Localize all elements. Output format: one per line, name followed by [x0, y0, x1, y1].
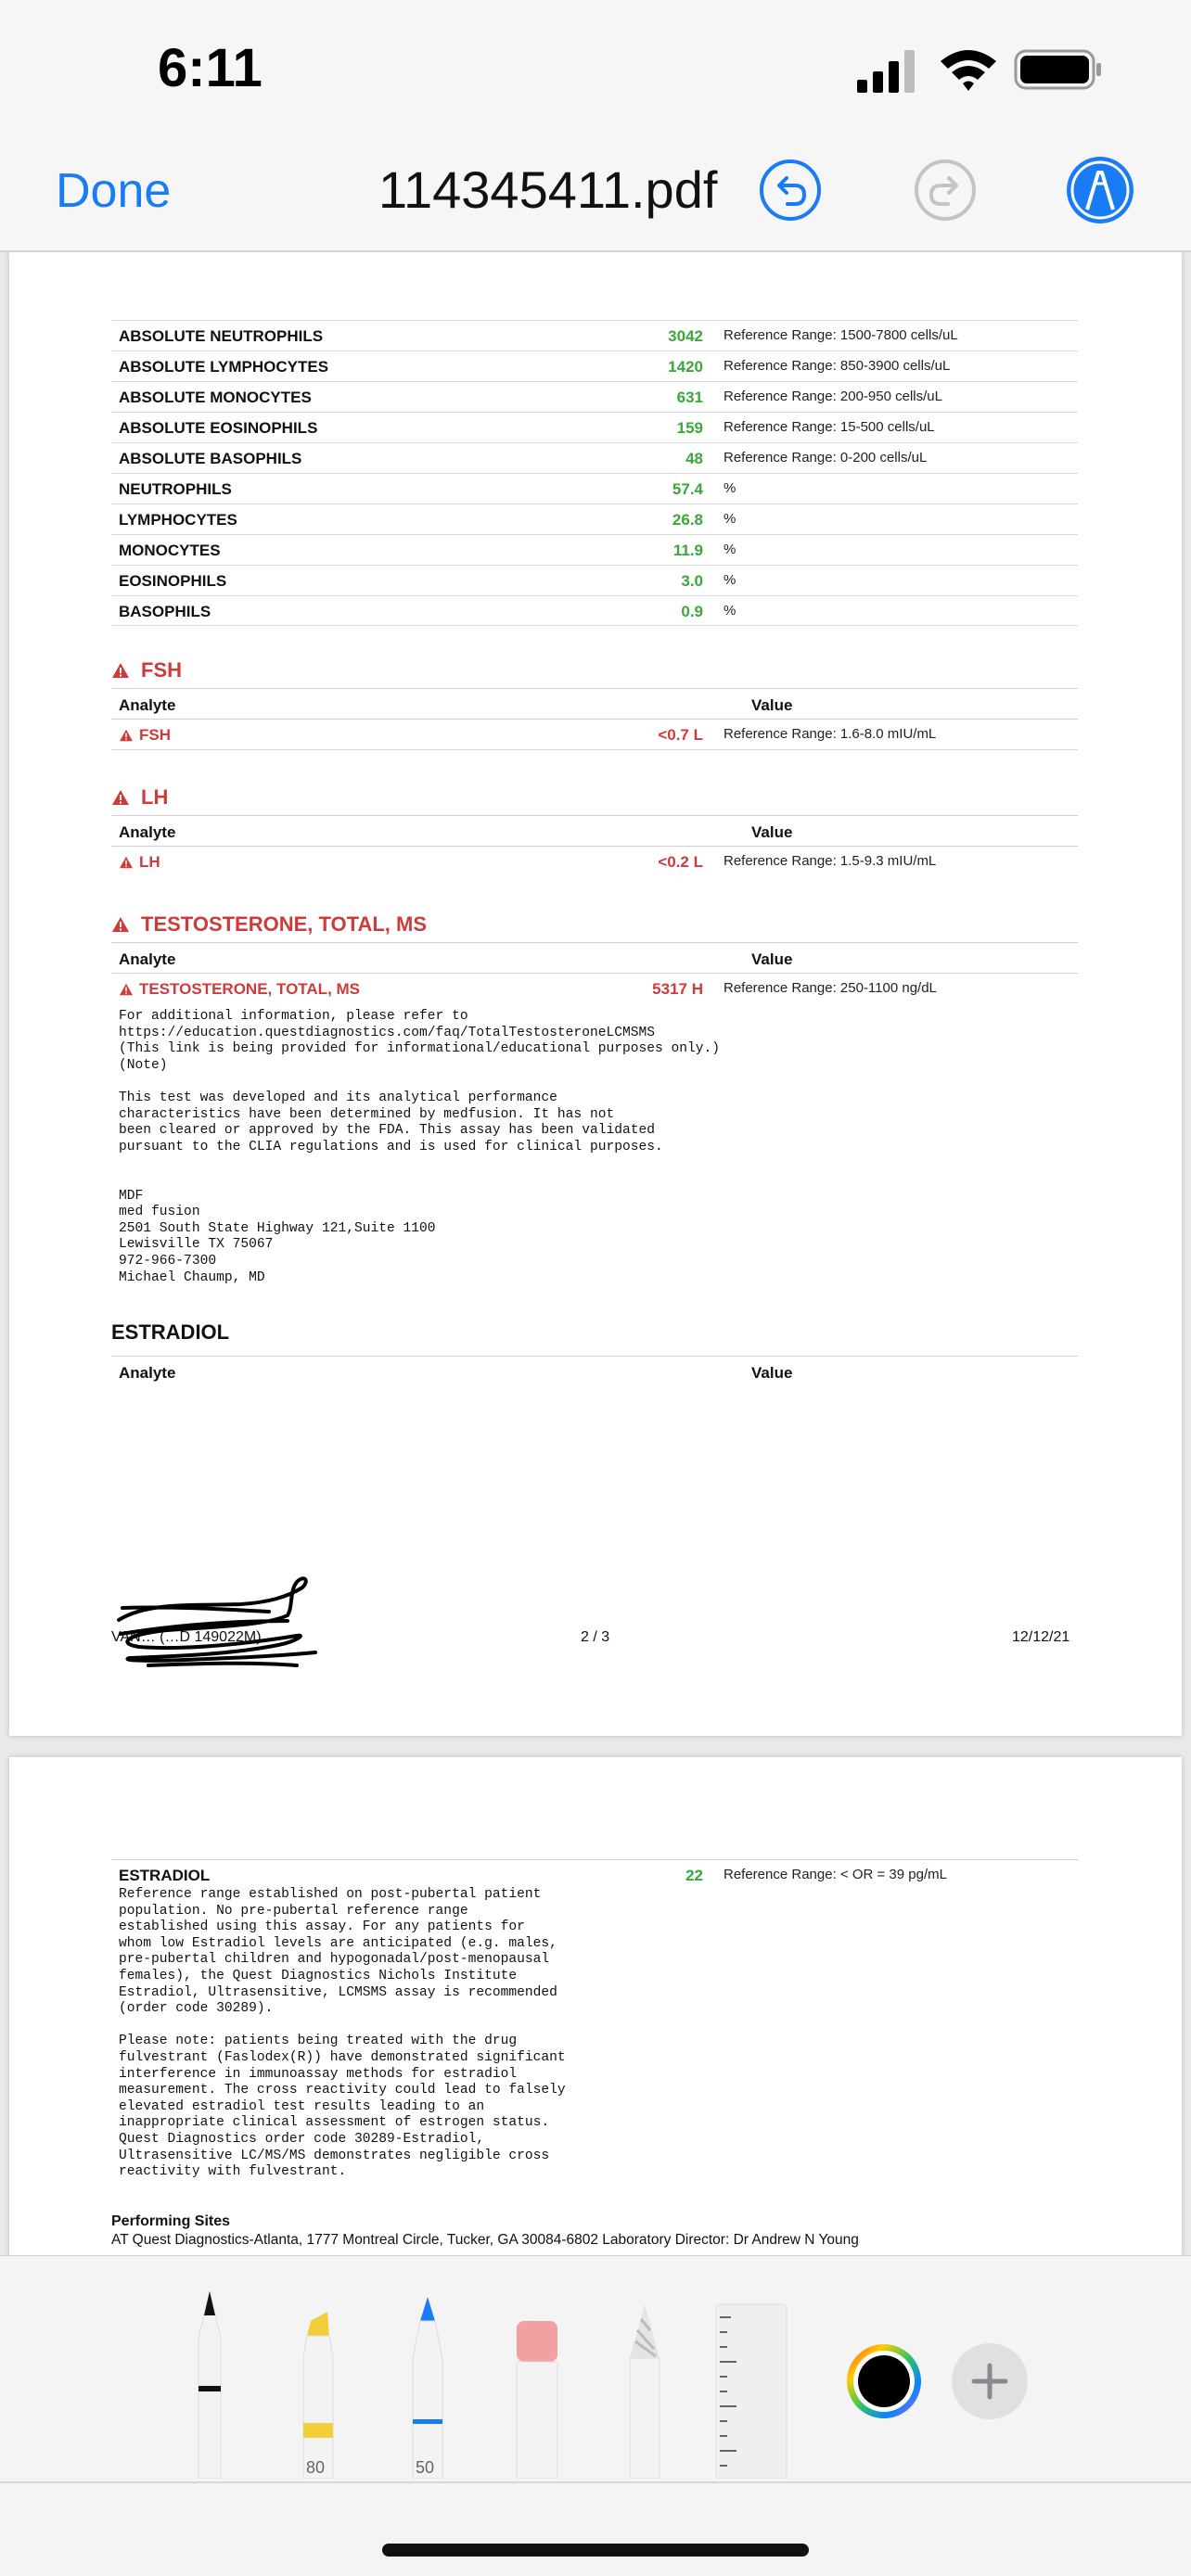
eraser-tool[interactable]: [509, 2284, 565, 2479]
color-picker-icon[interactable]: [844, 2341, 924, 2421]
document-title: 114345411.pdf: [378, 160, 718, 219]
analyte-name: ABSOLUTE EOSINOPHILS: [119, 419, 318, 437]
reference-range: %: [724, 480, 736, 496]
header-value: Value: [751, 696, 793, 714]
cbc-table: [111, 320, 1078, 635]
analyte-name: [119, 853, 160, 872]
analyte-name: ABSOLUTE MONOCYTES: [119, 389, 312, 406]
analyte-name: ABSOLUTE LYMPHOCYTES: [119, 358, 329, 376]
warning-icon: [111, 662, 130, 679]
pdf-page-2: [9, 252, 1182, 1736]
analyte-name: MONOCYTES: [119, 542, 221, 559]
analyte-value: 1420: [668, 358, 703, 376]
analyte-name: ABSOLUTE NEUTROPHILS: [119, 327, 324, 345]
analyte-value: 11.9: [672, 542, 703, 559]
table-row: [111, 351, 1078, 381]
section-title-testosterone: [111, 912, 427, 937]
markup-icon[interactable]: [1066, 156, 1134, 224]
table-header: [111, 1356, 1078, 1387]
section-title-text: LH: [141, 785, 169, 809]
reference-range: %: [724, 603, 736, 618]
header-analyte: Analyte: [119, 950, 176, 968]
footer-patient: VAN… (…D 149022M): [111, 1629, 262, 1645]
reference-range: Reference Range: 15-500 cells/uL: [724, 419, 935, 435]
table-row: [111, 320, 1078, 351]
table-row: [111, 381, 1078, 412]
table-row: [111, 1859, 1078, 1890]
pdf-page-3: [9, 1757, 1182, 2258]
section-title-fsh: [111, 658, 182, 682]
section-title-text: TESTOSTERONE, TOTAL, MS: [141, 912, 428, 936]
analyte-value: 5317 H: [652, 980, 703, 998]
reference-range: %: [724, 572, 736, 588]
footer-date: 12/12/21: [1012, 1629, 1070, 1645]
undo-icon[interactable]: [758, 158, 823, 223]
analyte-value: 48: [685, 450, 703, 467]
header-value: Value: [751, 1364, 793, 1382]
analyte-value: 3.0: [681, 572, 703, 590]
pencil-blue-tool[interactable]: [400, 2284, 455, 2479]
header-analyte: Analyte: [119, 1364, 176, 1382]
analyte-name: NEUTROPHILS: [119, 480, 232, 498]
status-time: 6:11: [158, 38, 263, 98]
analyte-value: 0.9: [681, 603, 703, 620]
analyte-name: [119, 726, 171, 745]
table-row: [111, 442, 1078, 473]
table-row: [111, 974, 1078, 1004]
footer-page-number: 2 / 3: [581, 1629, 610, 1645]
analyte-name-text: FSH: [139, 726, 171, 744]
table-row: [111, 473, 1078, 504]
warning-icon: [119, 983, 134, 996]
analyte-name-text: LH: [139, 853, 160, 871]
header-analyte: Analyte: [119, 823, 176, 841]
add-icon[interactable]: [950, 2341, 1030, 2421]
markup-toolbar: [0, 2255, 1191, 2576]
table-header: [111, 688, 1078, 720]
highlighter-width: 80: [306, 2458, 326, 2477]
reference-range: %: [724, 511, 736, 527]
redo-icon[interactable]: [913, 158, 978, 223]
reference-range: Reference Range: < OR = 39 pg/mL: [724, 1867, 947, 1882]
header-value: Value: [751, 950, 793, 968]
home-indicator[interactable]: [382, 2544, 809, 2557]
analyte-name: LYMPHOCYTES: [119, 511, 237, 529]
estradiol-note: Reference range established on post-pubertal patient population. No pre-pubertal reference range established using this assay. For any patients for whom low Estradiol levels are anticipated (e.g. males, pre-pubertal children and hypogonadal/post-menopausal females), the Quest Diagnostics Nichols Institute Estradiol, Ultrasensitive, LCMSMS assay is recommended (order code 30289). Please note: patients being treated with the drug fulvestrant (Faslodex(R)) have demonstrated significant interference in immunoassay methods for estradiol measurement. The cross reactivity could lead to falsely elevated estradiol test results leading to an inappropriate clinical assessment of estrogen status. Quest Diagnostics order code 30289-Estradiol, Ultrasensitive LC/MS/MS demonstrates negligible cross reactivity with fulvestrant.: [119, 1887, 566, 2180]
reference-range: Reference Range: 850-3900 cells/uL: [724, 358, 951, 374]
performing-sites-line: AT Quest Diagnostics-Atlanta, 1777 Montreal Circle, Tucker, GA 30084-6802 Laboratory Director: Dr Andrew N Young: [111, 2232, 859, 2248]
analyte-name: ABSOLUTE BASOPHILS: [119, 450, 302, 467]
performing-sites-title: Performing Sites: [111, 2213, 231, 2229]
warning-icon: [111, 789, 130, 806]
analyte-name-text: TESTOSTERONE, TOTAL, MS: [139, 980, 361, 998]
battery-icon: [1014, 48, 1103, 91]
reference-range: Reference Range: 1.5-9.3 mIU/mL: [724, 853, 937, 869]
pen-width: 50: [416, 2458, 435, 2477]
warning-icon: [111, 916, 130, 933]
table-header: [111, 815, 1078, 847]
lasso-tool[interactable]: [617, 2284, 672, 2479]
table-row: [111, 847, 1078, 877]
table-row: [111, 412, 1078, 442]
reference-range: %: [724, 542, 736, 557]
warning-icon: [119, 856, 134, 869]
warning-icon: [119, 729, 134, 742]
wifi-icon: [937, 45, 1000, 93]
done-button[interactable]: Done: [56, 164, 172, 218]
top-bar: [0, 0, 1191, 252]
analyte-value: 57.4: [672, 480, 703, 498]
reference-range: Reference Range: 0-200 cells/uL: [724, 450, 928, 465]
testosterone-note: For additional information, please refer to https://education.questdiagnostics.com/faq/TotalTestosteroneLCMSMS (This link is being provided for informational/educational purposes only.) (Note) This test was developed and its analytical performance characteristics have been determined by medfusion. It has not been cleared or approved by the FDA. This assay has been validated pursuant to the CLIA regulations and is used for clinical purposes. MDF med fusion 2501 South State Highway 121,Suite 1100 Lewisville TX 75067 972-966-7300 Michael Chaump, MD: [119, 1009, 721, 1285]
analyte-value: <0.2 L: [658, 853, 703, 871]
section-title-text: ESTRADIOL: [111, 1320, 230, 1344]
analyte-name: EOSINOPHILS: [119, 572, 227, 590]
header-value: Value: [751, 823, 793, 841]
reference-range: Reference Range: 1500-7800 cells/uL: [724, 327, 958, 343]
table-row: [111, 720, 1078, 750]
analyte-value: 3042: [668, 327, 703, 345]
analyte-name: ESTRADIOL: [119, 1867, 211, 1884]
analyte-value: 631: [676, 389, 703, 406]
table-header: [111, 942, 1078, 974]
table-row: [111, 534, 1078, 565]
redaction-scribble: [111, 1569, 334, 1671]
highlighter-tool[interactable]: [290, 2284, 346, 2479]
reference-range: Reference Range: 1.6-8.0 mIU/mL: [724, 726, 937, 742]
analyte-value: <0.7 L: [658, 726, 703, 744]
table-row: [111, 565, 1078, 595]
analyte-value: 22: [685, 1867, 703, 1884]
analyte-name: BASOPHILS: [119, 603, 211, 620]
analyte-value: 159: [676, 419, 703, 437]
pen-tool[interactable]: [182, 2284, 237, 2479]
header-analyte: Analyte: [119, 696, 176, 714]
analyte-name: [119, 980, 360, 999]
ruler-tool[interactable]: [714, 2284, 788, 2479]
toolbar-divider: [0, 2481, 1191, 2483]
table-row: [111, 595, 1078, 626]
table-row: [111, 504, 1078, 534]
reference-range: Reference Range: 250-1100 ng/dL: [724, 980, 937, 996]
section-title-text: FSH: [141, 658, 182, 682]
analyte-value: 26.8: [672, 511, 703, 529]
reference-range: Reference Range: 200-950 cells/uL: [724, 389, 942, 404]
signal-icon: [855, 46, 920, 95]
section-title-lh: [111, 785, 168, 810]
section-title-estradiol: [111, 1320, 229, 1345]
